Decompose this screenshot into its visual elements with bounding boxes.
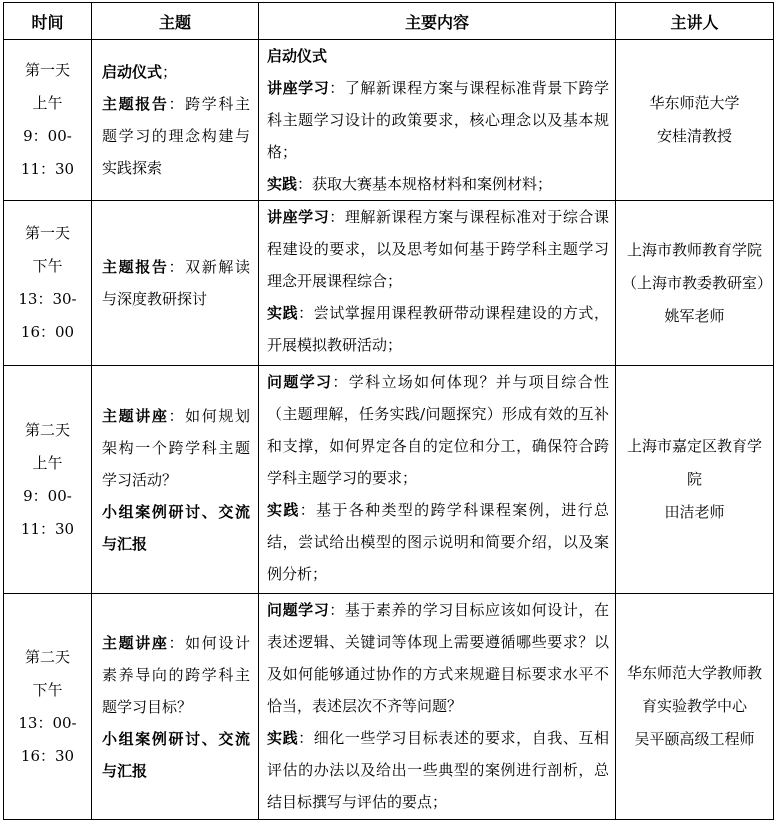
topic-label: 主题讲座 — [102, 633, 169, 652]
topic-paragraph — [102, 496, 250, 560]
content-label: 实践 — [267, 304, 299, 322]
header-row — [4, 3, 774, 40]
time-end: 11：30 — [20, 160, 75, 178]
time-day: 第一天 — [24, 61, 70, 79]
topic-paragraph — [102, 400, 250, 496]
speaker-affiliation: 华东师范大学教师教育实验教学中心 — [626, 664, 762, 715]
content-paragraph — [267, 40, 609, 72]
content-paragraph — [267, 297, 609, 361]
content-cell — [259, 366, 616, 594]
content-paragraph — [267, 168, 609, 200]
content-cell — [259, 594, 616, 820]
topic-cell — [92, 366, 259, 594]
topic-cell — [92, 201, 259, 366]
content-paragraph — [267, 72, 609, 168]
time-end: 16：00 — [20, 323, 75, 341]
topic-label: 小组案例研讨、交流与汇报 — [102, 729, 250, 780]
header-topic: 主题 — [92, 3, 259, 40]
content-text: ：学科立场如何体现？并与项目综合性（主题理解，任务实践/问题探究）形成有效的互补和支撑，如何界定各自的定位和分工，确保符合跨学科主题学习的要求； — [267, 373, 609, 487]
speaker-name: 安桂清教授 — [656, 127, 732, 145]
speaker-name: 姚军老师 — [664, 306, 725, 325]
topic-paragraph — [102, 627, 250, 723]
time-start: 13：00- — [18, 713, 77, 732]
speaker-affiliation: 上海市嘉定区教育学院 — [626, 437, 762, 488]
time-end: 16：30 — [20, 746, 75, 765]
topic-label: 主题讲座 — [102, 406, 169, 425]
content-cell — [259, 40, 616, 201]
time-cell — [4, 40, 92, 201]
speaker-affiliation: 华东师范大学 — [649, 94, 740, 112]
time-day: 第二天 — [24, 647, 70, 666]
speaker-cell — [616, 201, 774, 366]
content-paragraph — [267, 594, 609, 722]
time-cell — [4, 594, 92, 820]
content-paragraph — [267, 366, 609, 494]
schedule-table — [3, 2, 774, 820]
content-paragraph — [267, 722, 609, 818]
table-row — [4, 40, 774, 201]
table-row — [4, 366, 774, 594]
speaker-cell — [616, 594, 774, 820]
topic-text: ：跨学科主题学习的理念构建与实践探索 — [102, 95, 250, 177]
speaker-cell — [616, 40, 774, 201]
header-content: 主要内容 — [259, 3, 616, 40]
content-text: ：了解新课程方案与课程标准背景下跨学科主题学习设计的政策要求，核心理念以及基本规格； — [267, 79, 609, 161]
time-day: 第一天 — [24, 224, 70, 242]
header-speaker: 主讲人 — [616, 3, 774, 40]
content-paragraph — [267, 201, 609, 297]
content-label: 问题学习 — [267, 601, 330, 619]
time-period: 下午 — [32, 680, 63, 699]
topic-paragraph — [102, 88, 250, 184]
time-period: 下午 — [32, 257, 63, 275]
time-start: 9：00- — [23, 127, 72, 145]
table-row — [4, 201, 774, 366]
time-period: 上午 — [32, 453, 63, 472]
content-text: ：基于素养的学习目标应该如何设计，在表述逻辑、关键词等体现上需要遵循哪些要求？以及如何能够通过协作的方式来规避目标要求水平不恰当，表述层次不齐等问题？ — [267, 601, 609, 715]
topic-text: ：如何规划架构一个跨学科主题学习活动？ — [102, 406, 250, 489]
content-label: 实践 — [267, 175, 298, 193]
content-text: ：细化一些学习目标表述的要求，自我、互相评估的办法以及给出一些典型的案例进行剖析，总结目标撰写与评估的要点； — [267, 729, 609, 811]
content-label: 实践 — [267, 729, 299, 747]
content-paragraph — [267, 494, 609, 590]
content-text: ：基于各种类型的跨学科课程案例，进行总结，尝试给出模型的图示说明和简要介绍，以及案例分析； — [267, 501, 609, 583]
content-label: 启动仪式 — [267, 47, 328, 65]
table-row — [4, 594, 774, 820]
topic-cell — [92, 40, 259, 201]
content-text: ：尝试掌握用课程教研带动课程建设的方式，开展模拟教研活动； — [267, 304, 609, 354]
topic-text: ：双新解读与深度教研探讨 — [102, 258, 250, 308]
header-time: 时间 — [4, 3, 92, 40]
topic-label: 主题报告 — [102, 95, 169, 113]
time-cell — [4, 366, 92, 594]
content-text: ：理解新课程方案与课程标准对于综合课程建设的要求，以及思考如何基于跨学科主题学习理念开展课程综合； — [267, 208, 609, 290]
time-day: 第二天 — [24, 420, 70, 439]
time-start: 9：00- — [23, 486, 72, 505]
speaker-affiliation: 上海市教师教育学院（上海市教委教研室） — [622, 240, 773, 292]
content-text: ：获取大赛基本规格材料和案例材料； — [297, 175, 553, 193]
content-cell — [259, 201, 616, 366]
content-label: 讲座学习 — [267, 208, 330, 226]
time-cell — [4, 201, 92, 366]
time-end: 11：30 — [20, 519, 75, 538]
topic-paragraph — [102, 56, 250, 88]
topic-cell — [92, 594, 259, 820]
topic-text: ； — [162, 63, 178, 81]
time-period: 上午 — [32, 94, 63, 112]
topic-text: ：如何设计素养导向的跨学科主题学习目标？ — [102, 633, 250, 716]
speaker-name: 田洁老师 — [664, 503, 725, 521]
content-label: 问题学习 — [267, 373, 333, 391]
topic-paragraph — [102, 723, 250, 787]
time-start: 13：30- — [18, 290, 77, 308]
speaker-cell — [616, 366, 774, 594]
content-label: 实践 — [267, 501, 300, 519]
topic-paragraph — [102, 251, 250, 315]
speaker-name: 吴平颐高级工程师 — [634, 730, 755, 748]
topic-label: 启动仪式 — [102, 63, 163, 81]
topic-label: 主题报告 — [102, 258, 169, 276]
content-label: 讲座学习 — [267, 79, 330, 97]
topic-label: 小组案例研讨、交流与汇报 — [102, 502, 250, 553]
